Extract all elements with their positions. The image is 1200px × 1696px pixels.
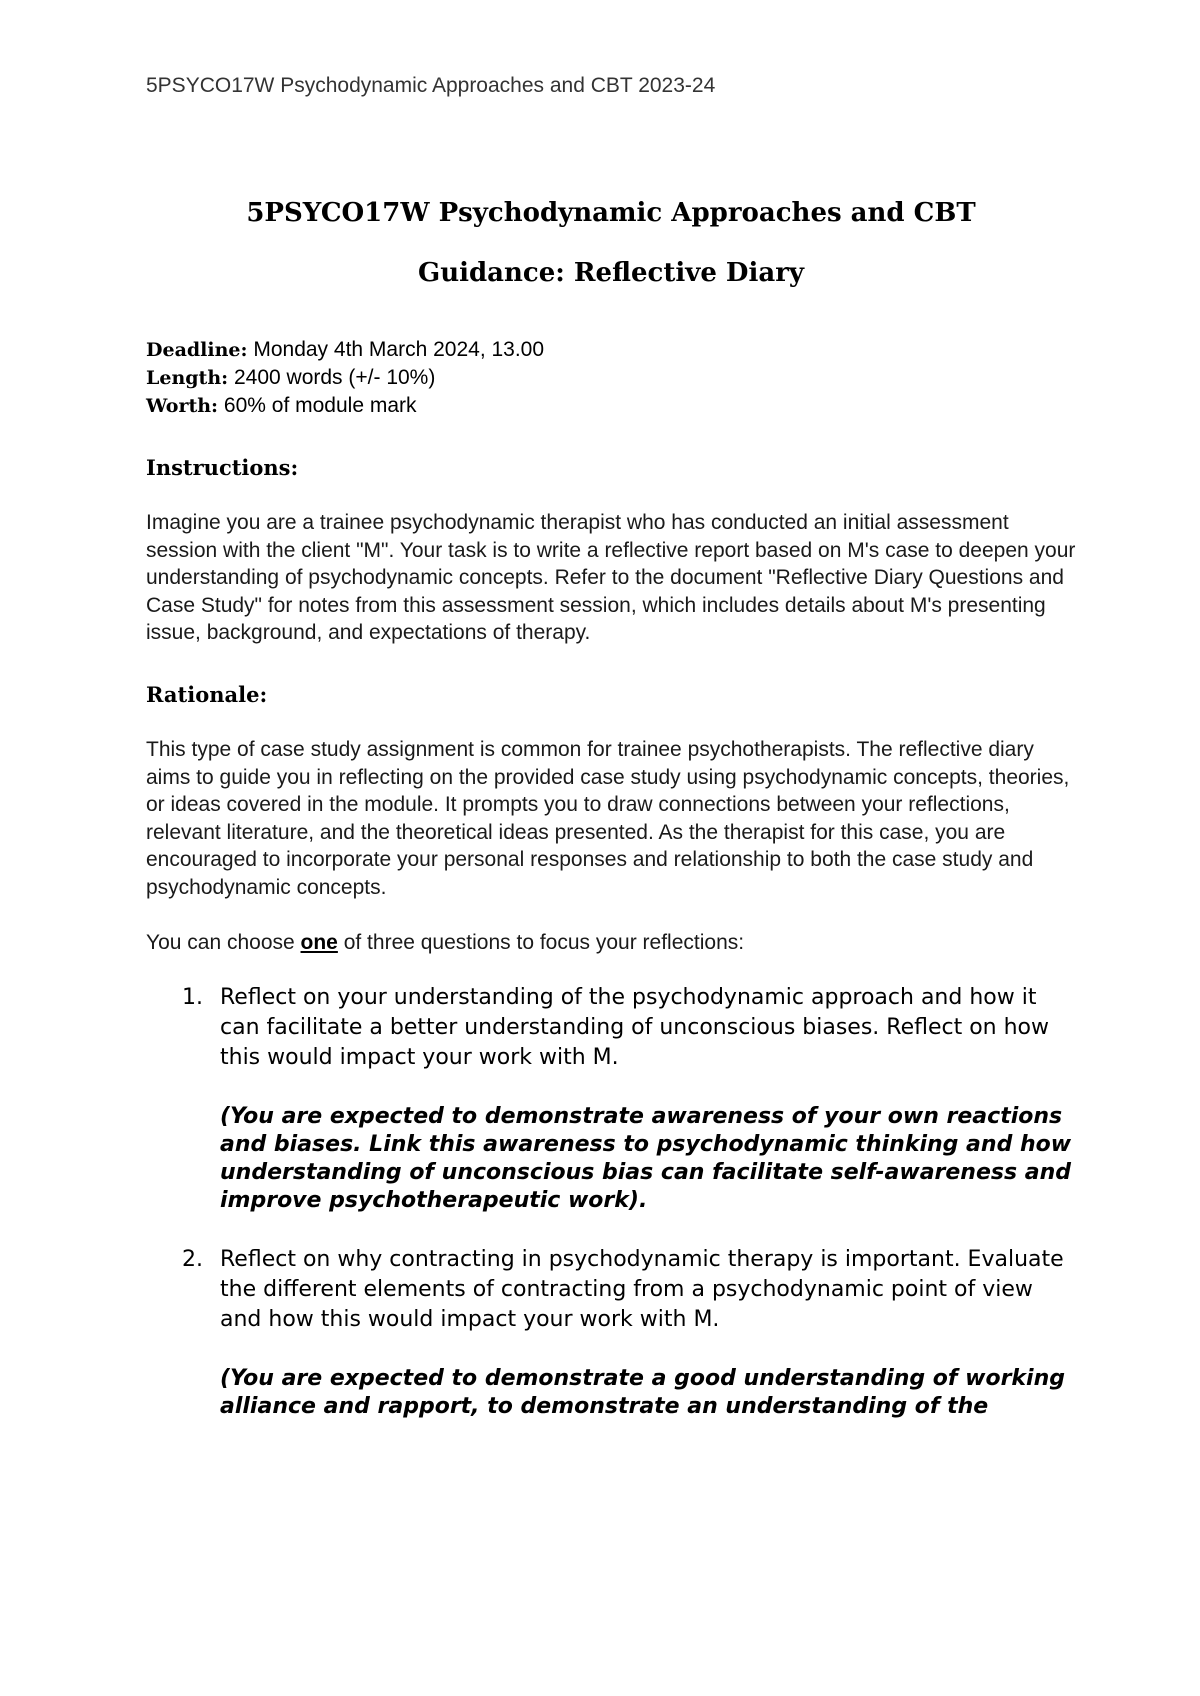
running-header: 5PSYCO17W Psychodynamic Approaches and CBT 2023-24: [146, 74, 716, 97]
question-note: (You are expected to demonstrate a good understanding of working alliance and rapport, to demonstrate an understanding of the: [220, 1365, 1066, 1419]
question-list: [146, 983, 1076, 1421]
choose-instruction: [146, 929, 1076, 957]
question-number: 2.: [182, 1246, 203, 1272]
choose-emphasis: one: [300, 930, 338, 954]
length-line: [146, 364, 1076, 392]
length-label: Length:: [146, 367, 229, 389]
document-title: 5PSYCO17W Psychodynamic Approaches and CBT: [246, 198, 976, 228]
question-text: Reflect on your understanding of the psychodynamic approach and how it can facilitate a better understanding of unconscious biases. Reflect on how this would impact your work with M.: [220, 984, 1050, 1070]
question-text: Reflect on why contracting in psychodynamic therapy is important. Evaluate the different elements of contracting from a psychodynamic point of view and how this would impact your work with M.: [220, 1246, 1064, 1332]
instructions-text: Imagine you are a trainee psychodynamic therapist who has conducted an initial assessment session with the client "M". Your task is to write a reflective report based on M's case to deepen your understanding of psychodynamic concepts. Refer to the document "Reflective Diary Questions and Case Study" for notes from this assessment session, which includes details about M's presenting issue, background, and expectations of therapy.: [146, 511, 1076, 645]
instructions-heading: Instructions:: [146, 455, 299, 480]
deadline-value: Monday 4th March 2024, 13.00: [247, 338, 545, 361]
question-note: (You are expected to demonstrate awareness of your own reactions and biases. Link this awareness to psychodynamic thinking and how understanding of unconscious bias can facilitate self-awareness and improve psychotherapeutic work).: [220, 1103, 1072, 1213]
question-item: [146, 983, 1076, 1215]
deadline-label: Deadline:: [146, 339, 248, 361]
rationale-heading: Rationale:: [146, 681, 268, 707]
document-body: [146, 196, 1076, 1451]
question-item: [146, 1245, 1076, 1421]
worth-label: Worth:: [146, 395, 219, 417]
deadline-line: [146, 336, 1076, 364]
document-subtitle: Guidance: Reflective Diary: [417, 258, 805, 288]
length-value: 2400 words (+/- 10%): [228, 366, 436, 389]
choose-before: You can choose: [146, 930, 301, 954]
worth-value: 60% of module mark: [218, 394, 417, 417]
rationale-text: This type of case study assignment is common for trainee psychotherapists. The reflective diary aims to guide you in reflecting on the provided case study using psychodynamic concepts, theories, or ideas covered in the module. It prompts you to draw connections between your reflections, relevant literature, and the theoretical ideas presented. As the therapist for this case, you are encouraged to incorporate your personal responses and relationship to both the case study and psychodynamic concepts.: [146, 737, 1070, 899]
choose-after: of three questions to focus your reflections:: [337, 930, 745, 954]
worth-line: [146, 392, 1076, 420]
assignment-meta: [146, 336, 1076, 420]
question-number: 1.: [182, 984, 203, 1010]
